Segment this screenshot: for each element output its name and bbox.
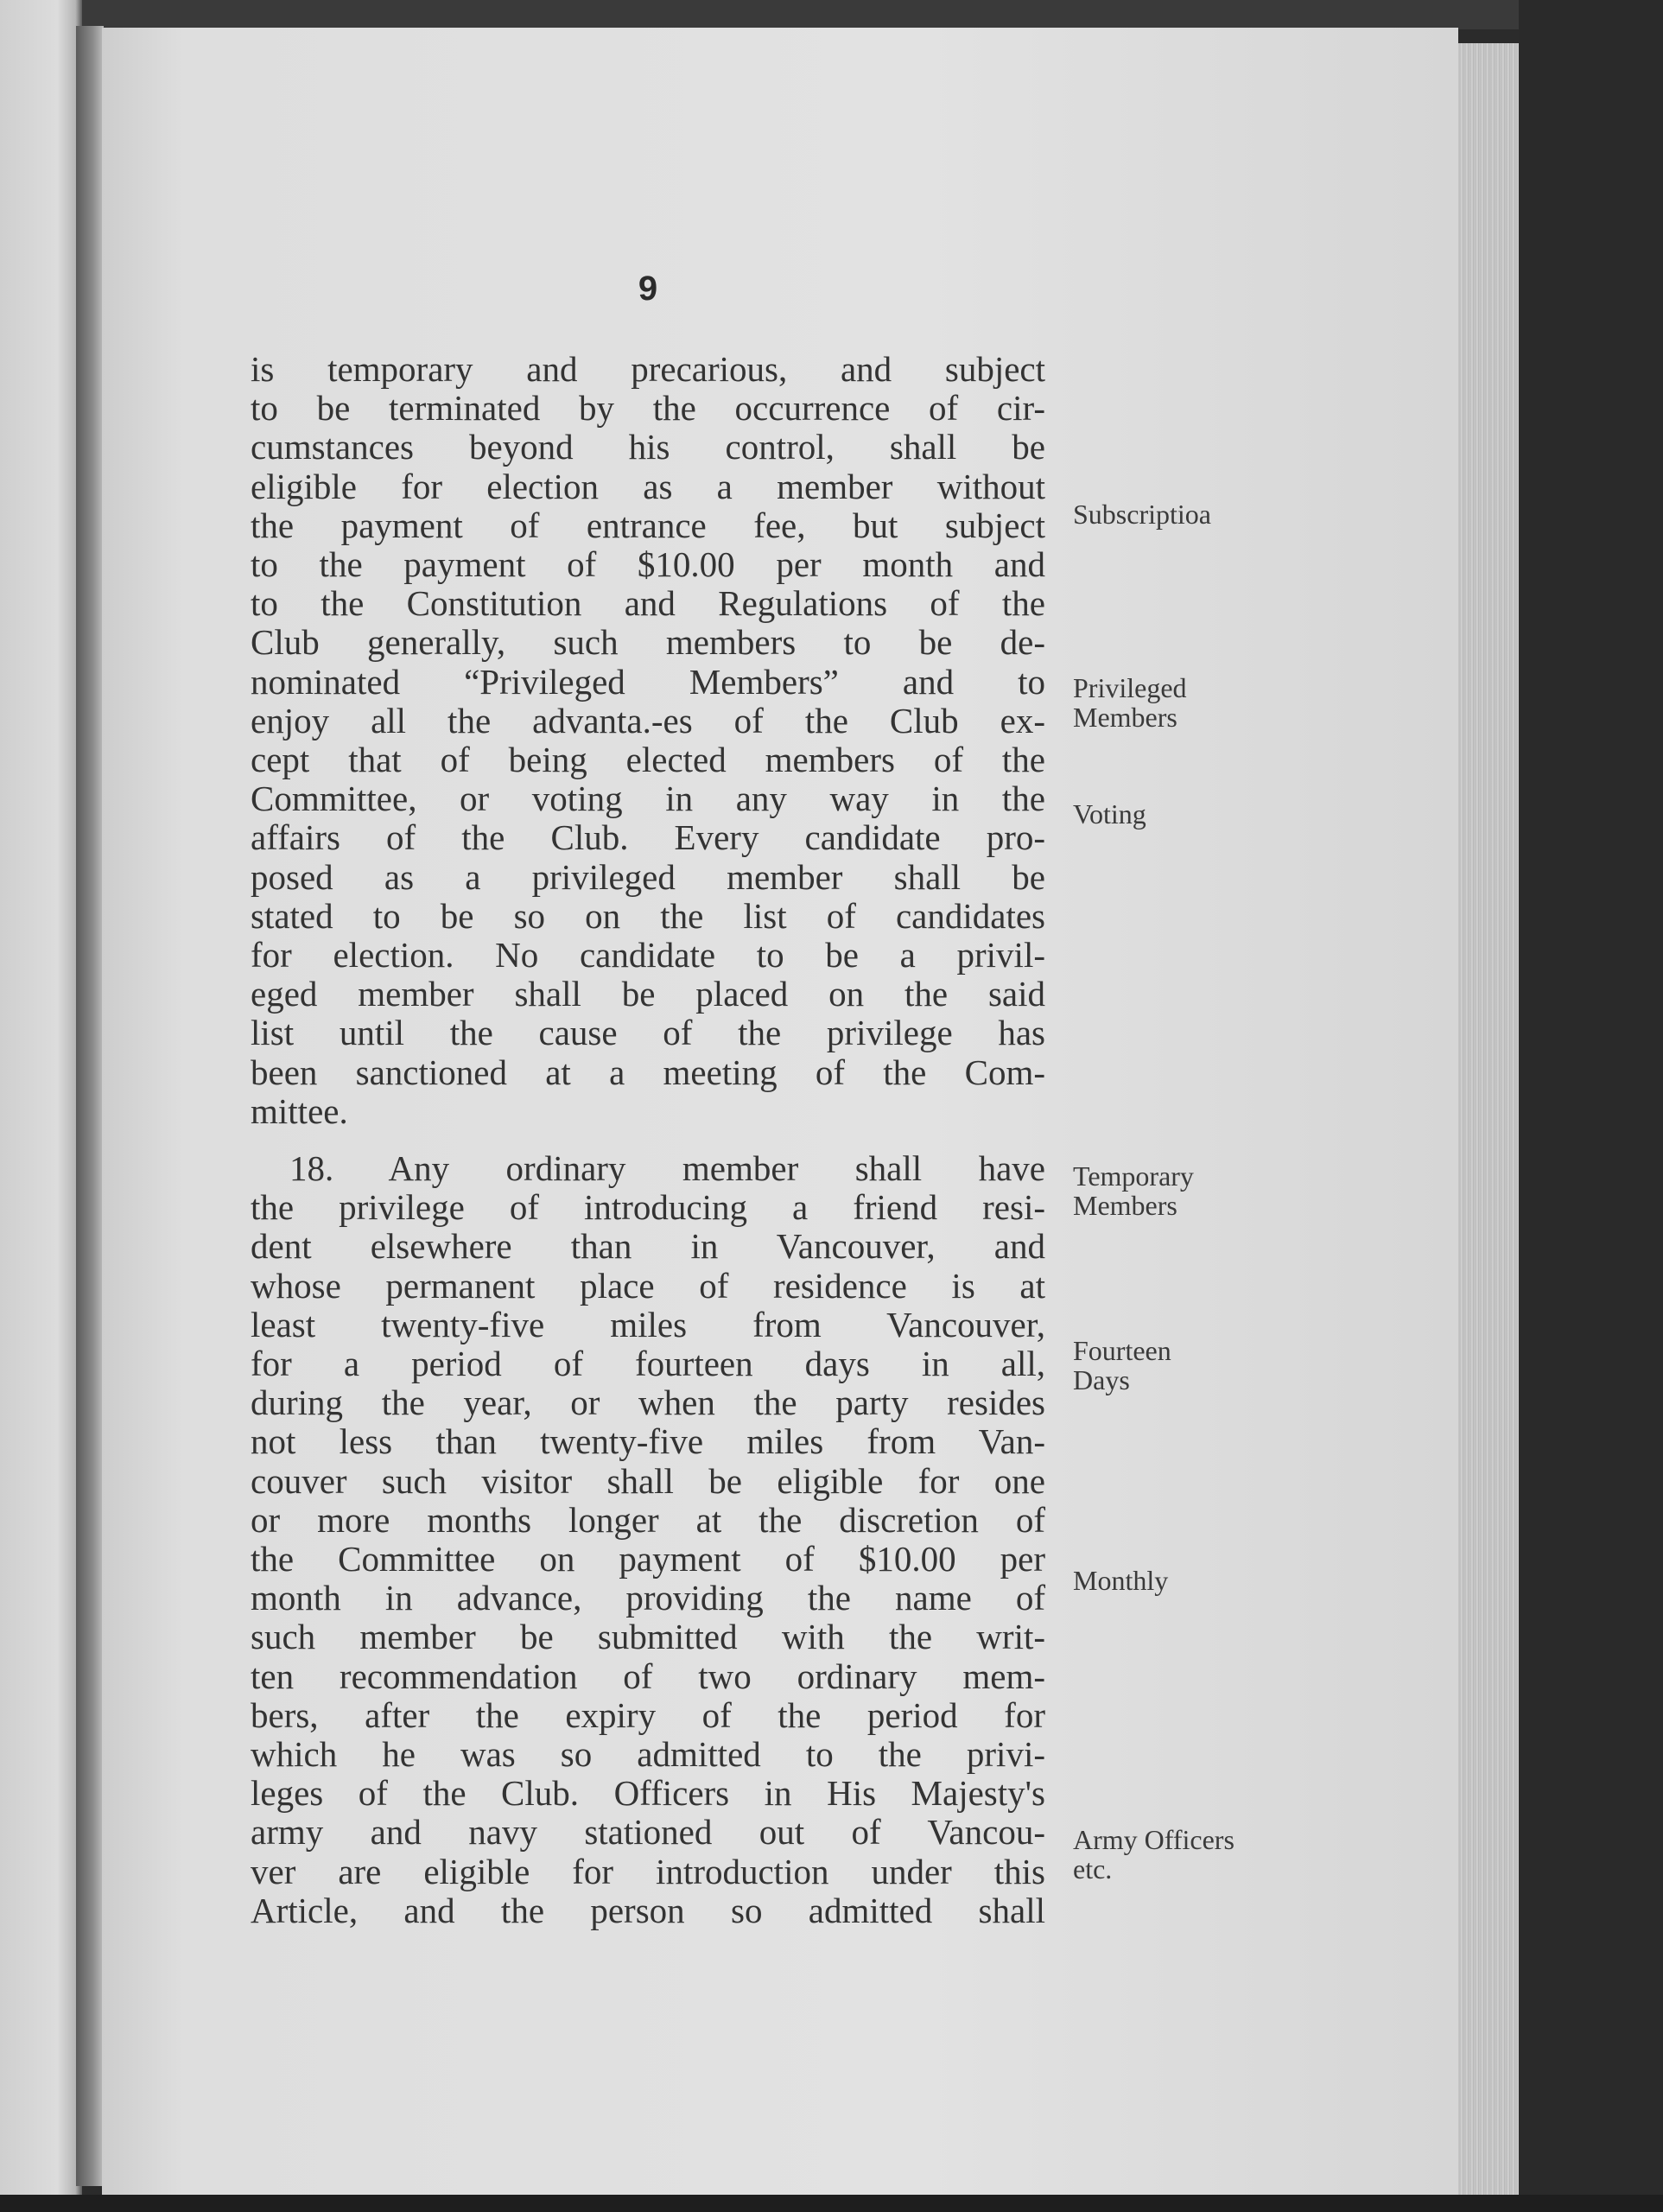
text-line: mittee. (251, 1090, 348, 1131)
margin-note-text: Subscriptioa (1073, 499, 1211, 530)
text-line: is temporary and precarious, and subject (251, 349, 1045, 389)
margin-note-subscription (1073, 499, 1315, 529)
text-line: 18. Any ordinary member shall have (289, 1148, 1045, 1188)
margin-note-monthly (1073, 1566, 1315, 1595)
text-line: such member be submitted with the writ- (251, 1617, 1045, 1657)
text-line: nominated “Privileged Members” and to (251, 661, 1045, 702)
margin-note-text: Privileged (1073, 672, 1187, 703)
text-line: the Committee on payment of $10.00 per (251, 1539, 1045, 1580)
margin-note-text: Voting (1073, 798, 1146, 830)
margin-note-temporary-members (1073, 1161, 1315, 1220)
text-line: army and navy stationed out of Vancou- (251, 1812, 1045, 1853)
text-line: stated to be so on the list of candidates (251, 895, 1045, 936)
margin-note-text: Members (1073, 1190, 1177, 1221)
margin-note-text: Monthly (1073, 1565, 1169, 1596)
text-line: ten recommendation of two ordinary mem- (251, 1656, 1045, 1696)
text-line: bers, after the expiry of the period for (251, 1694, 1045, 1735)
text-line: not less than twenty-five miles from Van- (251, 1421, 1045, 1462)
text-line: Committee, or voting in any way in the (251, 779, 1045, 819)
text-line: Club generally, such members to be de- (251, 622, 1045, 663)
text-line: eged member shall be placed on the said (251, 974, 1045, 1014)
paragraph-privileged-members (251, 350, 1045, 1131)
margin-note-voting (1073, 799, 1315, 829)
text-line: been sanctioned at a meeting of the Com- (251, 1052, 1045, 1092)
margin-note-privileged-members (1073, 673, 1315, 732)
paragraph-article-18 (251, 1149, 1045, 1930)
facing-page-edge (0, 0, 82, 2212)
text-line: month in advance, providing the name of (251, 1578, 1045, 1618)
text-line: to the Constitution and Regulations of the (251, 583, 1045, 624)
text-line: eligible for election as a member without (251, 466, 1045, 506)
text-line: ver are eligible for introduction under this (251, 1851, 1045, 1891)
text-line: or more months longer at the discretion of (251, 1499, 1045, 1540)
text-line: couver such visitor shall be eligible for one (251, 1460, 1045, 1501)
text-line: whose permanent place of residence is at (251, 1265, 1045, 1306)
margin-note-fourteen-days (1073, 1336, 1315, 1395)
text-line: for election. No candidate to be a privil- (251, 935, 1045, 976)
book-gutter (76, 26, 104, 2186)
text-line: cumstances beyond his control, shall be (251, 427, 1045, 467)
margin-note-text: Fourteen (1073, 1335, 1171, 1366)
margin-note-text: Days (1073, 1364, 1130, 1395)
scan-top-border (0, 0, 1663, 29)
margin-note-text: etc. (1073, 1853, 1113, 1885)
text-line: to the payment of $10.00 per month and (251, 544, 1045, 585)
page-stack-edges (1458, 43, 1519, 2195)
margin-note-text: Army Officers (1073, 1824, 1235, 1855)
margin-note-text: Temporary (1073, 1160, 1194, 1192)
text-line: the privilege of introducing a friend resi- (251, 1187, 1045, 1228)
text-line: dent elsewhere than in Vancouver, and (251, 1226, 1045, 1267)
text-line: Article, and the person so admitted shall (251, 1890, 1045, 1930)
text-line: to be terminated by the occurrence of cir- (251, 388, 1045, 429)
text-line: the payment of entrance fee, but subject (251, 505, 1045, 545)
scan-background (1519, 0, 1663, 2212)
page-number: 9 (638, 270, 658, 308)
text-line: enjoy all the advanta.-es of the Club ex- (251, 700, 1045, 741)
text-line: list until the cause of the privilege has (251, 1013, 1045, 1053)
text-line: leges of the Club. Officers in His Majesty's (251, 1773, 1045, 1814)
text-line: which he was so admitted to the privi- (251, 1734, 1045, 1775)
scan-bottom-border (0, 2195, 1663, 2212)
margin-note-text: Members (1073, 702, 1177, 733)
text-line: during the year, or when the party resides (251, 1382, 1045, 1423)
text-line: posed as a privileged member shall be (251, 856, 1045, 897)
text-line: least twenty-five miles from Vancouver, (251, 1304, 1045, 1344)
text-line: affairs of the Club. Every candidate pro- (251, 817, 1045, 858)
text-line: for a period of fourteen days in all, (251, 1344, 1045, 1384)
margin-note-army-officers (1073, 1825, 1315, 1884)
text-line: cept that of being elected members of the (251, 740, 1045, 780)
